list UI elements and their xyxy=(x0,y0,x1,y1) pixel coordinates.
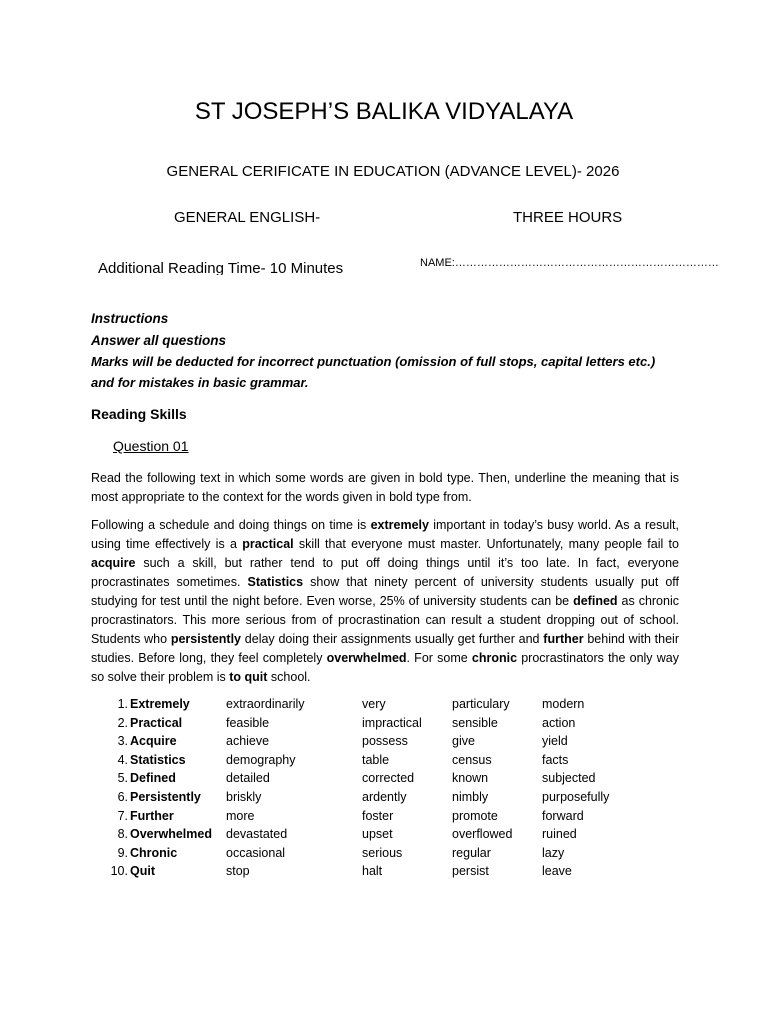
option: subjected xyxy=(542,771,596,786)
passage-line: procrastinators. This more serious from of procrastination can result a student dropping out of school. xyxy=(91,613,679,627)
intro-line: Read the following text in which some words are given in bold type. Then, underline the meaning that is xyxy=(91,471,679,485)
option: yield xyxy=(542,734,568,749)
option: demography xyxy=(226,752,296,767)
option: particulary xyxy=(452,697,510,711)
option: overflowed xyxy=(452,827,513,842)
instruction-punctuation: Marks will be deducted for incorrect punctuation (omission of full stops, capital letters etc.) xyxy=(91,354,656,369)
option: foster xyxy=(362,808,394,823)
item-number: 9. xyxy=(117,845,128,860)
option: sensible xyxy=(452,715,498,730)
passage-line: procrastinates sometimes. Statistics show that ninety percent of university students usually put off xyxy=(91,575,679,589)
target-word: Quit xyxy=(130,864,155,879)
intro-line: most appropriate to the context for the words given in bold type from. xyxy=(91,490,472,504)
target-word: Overwhelmed xyxy=(130,827,212,842)
option: stop xyxy=(226,864,250,879)
item-number: 7. xyxy=(117,808,128,823)
exam-title: GENERAL CERIFICATE IN EDUCATION (ADVANCE LEVEL)- 2026 xyxy=(166,163,620,180)
option: census xyxy=(452,752,492,767)
section-title: Reading Skills xyxy=(91,406,187,422)
target-word: Acquire xyxy=(130,734,177,749)
option: impractical xyxy=(362,715,422,730)
option: known xyxy=(452,771,489,786)
option: ardently xyxy=(362,789,407,804)
passage-line: Following a schedule and doing things on time is extremely important in today’s busy world. As a result, xyxy=(91,518,679,532)
instructions-heading: Instructions xyxy=(91,311,169,326)
passage-line: acquire such a skill, but rather tend to put off doing things until it’s too late. In fact, everyone xyxy=(91,556,679,570)
item-number: 10. xyxy=(110,864,128,879)
school-title: ST JOSEPH’S BALIKA VIDYALAYA xyxy=(194,98,574,125)
option: more xyxy=(226,808,255,823)
instruction-grammar: and for mistakes in basic grammar. xyxy=(91,375,309,390)
option: extraordinarily xyxy=(226,697,305,711)
target-word: Extremely xyxy=(130,697,190,711)
option: promote xyxy=(452,808,498,823)
item-number: 1. xyxy=(117,697,128,711)
option: ruined xyxy=(542,827,577,842)
item-number: 6. xyxy=(117,789,128,804)
option: occasional xyxy=(226,845,286,860)
option: detailed xyxy=(226,771,270,786)
option: purposefully xyxy=(542,789,610,804)
item-number: 4. xyxy=(117,752,128,767)
option: regular xyxy=(452,845,491,860)
option: very xyxy=(362,697,386,711)
item-number: 2. xyxy=(117,715,128,730)
option: forward xyxy=(542,808,584,823)
option: leave xyxy=(542,864,572,879)
name-field: NAME:……………………………………………………………… xyxy=(420,257,719,269)
passage-line: studies. Before long, they feel completely overwhelmed. For some chronic procrastinators the only way xyxy=(91,651,679,665)
passage-line: studying for test until the night before. Even worse, 25% of university students can be defined as chronic xyxy=(91,594,679,608)
option: corrected xyxy=(362,771,415,786)
target-word: Defined xyxy=(130,771,176,786)
question-intro xyxy=(91,469,679,507)
option: briskly xyxy=(226,789,262,804)
item-number: 5. xyxy=(117,771,128,786)
reading-passage xyxy=(91,516,679,687)
option: feasible xyxy=(226,715,270,730)
passage-line: Students who persistently delay doing their assignments usually get further and further behind with their xyxy=(91,632,679,646)
question-heading: Question 01 xyxy=(113,438,189,454)
option: facts xyxy=(542,752,569,767)
option: upset xyxy=(362,827,393,842)
option: persist xyxy=(452,864,489,879)
passage-line: using time effectively is a practical skill that everyone must master. Unfortunately, many people fail to xyxy=(91,537,679,551)
option: modern xyxy=(542,697,585,711)
option: serious xyxy=(362,845,403,860)
target-word: Practical xyxy=(130,715,183,730)
instruction-answer-all: Answer all questions xyxy=(91,333,227,348)
reading-time-label: Additional Reading Time- 10 Minutes xyxy=(98,260,344,275)
option: possess xyxy=(362,734,408,749)
option: nimbly xyxy=(452,789,489,804)
option: devastated xyxy=(226,827,288,842)
option: action xyxy=(542,715,576,730)
target-word: Further xyxy=(130,808,174,823)
item-number: 8. xyxy=(117,827,128,842)
subject-label: GENERAL ENGLISH- xyxy=(174,209,321,226)
passage-line: so solve their problem is to quit school. xyxy=(91,670,311,684)
item-number: 3. xyxy=(117,734,128,749)
target-word: Statistics xyxy=(130,752,186,767)
target-word: Chronic xyxy=(130,845,178,860)
option: achieve xyxy=(226,734,270,749)
duration-label: THREE HOURS xyxy=(513,209,623,226)
target-word: Persistently xyxy=(130,789,201,804)
option: lazy xyxy=(542,845,565,860)
option: halt xyxy=(362,864,383,879)
option: table xyxy=(362,752,390,767)
option: give xyxy=(452,734,475,749)
